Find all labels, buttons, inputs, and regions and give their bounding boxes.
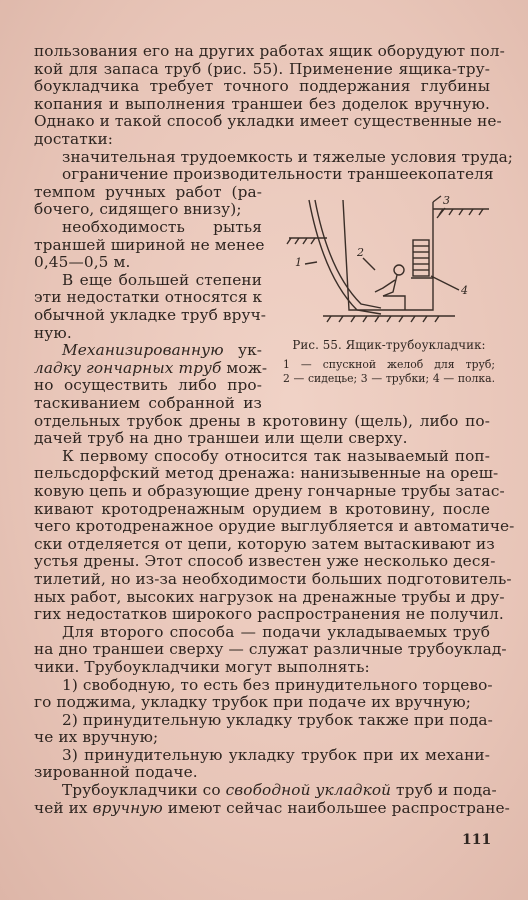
- legend-line: 2 — сидецье; 3 — трубки; 4 — полка.: [283, 372, 495, 385]
- text-line: на дно траншеи сверху — служат различные трубоуклад-: [34, 640, 507, 659]
- figure-label-1: 1: [295, 256, 302, 269]
- paragraph-top: [34, 42, 514, 184]
- text-line: но осуществить либо про-: [34, 376, 262, 395]
- text-line: обычной укладке труб вруч-: [34, 305, 267, 324]
- figure-label-3: 3: [443, 194, 450, 207]
- figure-label-4: 4: [461, 284, 468, 297]
- text-line: необходимость рытья: [62, 217, 262, 236]
- figure-caption: Рис. 55. Ящик-трубоукладчик:: [292, 338, 486, 352]
- text-line: го поджима, укладку трубок при подаче их вручную;: [34, 693, 472, 712]
- text-line: достатки:: [34, 129, 114, 148]
- figure-legend: [283, 358, 495, 386]
- text-line: чей их вручную имеют сейчас наибольшее распростране-: [34, 798, 510, 817]
- text-line: кивают кротодренажным орудием в кротовину, после: [34, 499, 490, 518]
- text-line: ладку гончарных труб мож-: [34, 358, 268, 377]
- text-line: дачей труб на дно траншеи или щели сверху.: [34, 429, 408, 448]
- text-line: значительная трудоемкость и тяжелые условия труда;: [62, 147, 514, 166]
- text-line: устья дрены. Этот способ известен уже несколько деся-: [34, 552, 496, 571]
- italic-term: свободной укладкой: [225, 781, 392, 800]
- text-line: тилетий, но из-за необходимости больших подготовитель-: [34, 569, 512, 588]
- text-line: таскиванием собранной из: [34, 393, 262, 412]
- worker-head: [394, 265, 404, 275]
- text-line: В еще большей степени: [62, 270, 262, 289]
- paragraph-bottom: [34, 411, 515, 818]
- text-line: копания и выполнения траншеи без доделок вручную.: [34, 94, 490, 113]
- text-line: 0,45—0,5 м.: [34, 253, 131, 272]
- text-line: Механизированную ук-: [62, 341, 262, 360]
- text-line: пользования его на других работах ящик оборудуют пол-: [34, 42, 505, 60]
- text-line: Однако и такой способ укладки имеет существенные не-: [34, 112, 502, 131]
- page-number: 111: [462, 832, 492, 848]
- text-line: ковую цепь и образующие дрену гончарные трубы затас-: [34, 481, 505, 500]
- text-line: ски отделяется от цепи, которую затем вытаскивают из: [34, 534, 495, 553]
- chute: [309, 200, 381, 314]
- text-line: отдельных трубок дрены в кротовину (щель), либо по-: [34, 411, 490, 430]
- text-line: К первому способу относится так называемый поп-: [62, 446, 490, 465]
- text-line: 2) принудительную укладку трубок также при пода-: [62, 710, 493, 729]
- text-line: траншей шириной не менее: [34, 235, 265, 254]
- text-line: пельсдорфский метод дренажа: нанизывенные на ореш-: [34, 464, 499, 483]
- italic-term: ладку гончарных труб: [34, 358, 222, 377]
- italic-term: Механизированную: [62, 341, 224, 360]
- text-line: боукладчика требует точного поддержания глубины: [34, 77, 490, 96]
- text-line: темпом ручных работ (ра-: [34, 182, 262, 201]
- text-line: кой для запаса труб (рис. 55). Применение ящика-тру-: [34, 59, 490, 78]
- text-line: бочего, сидящего внизу);: [34, 200, 242, 219]
- figure-label-2: 2: [357, 246, 364, 259]
- seat: [383, 296, 405, 310]
- text-line: Трубоукладчики со свободной укладкой труб и пода-: [62, 781, 497, 800]
- text-line: ных работ, высоких нагрузок на дренажные трубы и дру-: [34, 587, 505, 606]
- text-line: 3) принудительную укладку трубок при их механи-: [62, 745, 490, 764]
- text-line: чего кротодренажное орудие выглубляется и автоматиче-: [34, 517, 515, 536]
- italic-term: вручную: [92, 798, 163, 817]
- text-line: Для второго способа — подачи укладываемых труб: [62, 622, 490, 641]
- text-line: гих недостатков широкого распространения не получил.: [34, 605, 504, 624]
- text-line: ограничение производительности траншеекопателя: [62, 165, 494, 184]
- pipe-layer-box-drawing: [283, 192, 495, 342]
- text-line: 1) свободную, то есть без принудительного торцево-: [62, 675, 493, 694]
- paragraph-wrap: [34, 182, 268, 413]
- text-line: ную.: [34, 323, 72, 342]
- text-line: эти недостатки относятся к: [34, 288, 263, 307]
- text-line: че их вручную;: [34, 728, 159, 747]
- legend-line: 1 — спускной желоб для труб;: [283, 358, 495, 371]
- text-line: чики. Трубоукладчики могут выполнять:: [34, 657, 370, 676]
- text-line: зированной подаче.: [34, 763, 198, 782]
